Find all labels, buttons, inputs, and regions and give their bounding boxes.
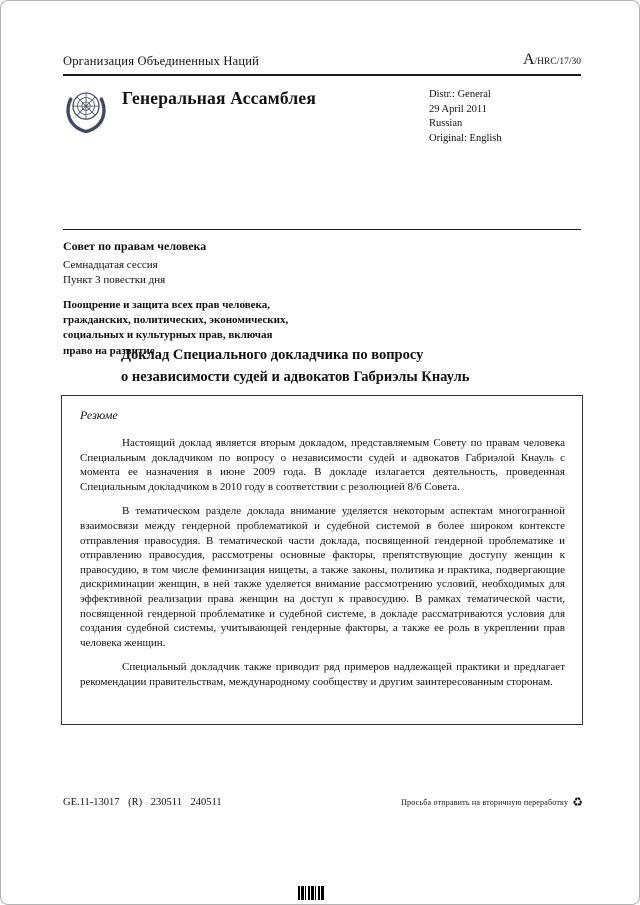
date-line: 29 April 2011 [429, 103, 487, 115]
agenda-item: Пункт 3 повестки дня [63, 274, 166, 287]
agenda-title-line: Поощрение и защита всех прав человека, [63, 298, 270, 311]
summary-paragraph: Специальный докладчик также приводит ряд примеров надлежащей практики и предлагает рекомендации правительствам, международному сообществу и другим заинтересованным сторонам. [80, 661, 565, 688]
doc-info-block [429, 88, 581, 147]
session-number: Семнадцатая сессия [63, 258, 158, 271]
section-divider [63, 229, 581, 230]
session-block [63, 238, 313, 359]
footer [63, 796, 583, 808]
doc-symbol-prefix: A [522, 51, 535, 68]
agenda-title-line: право на развитие [63, 344, 155, 357]
org-name: Организация Объединенных Наций [63, 54, 260, 68]
doc-symbol-suffix: /HRC/17/30 [534, 57, 581, 67]
report-title [121, 345, 469, 389]
council-name: Совет по правам человека [63, 239, 207, 253]
summary-heading: Резюме [80, 408, 118, 422]
document-reference: GE.11-13017 (R) 230511 240511 [63, 797, 222, 808]
recycle-note [401, 796, 583, 808]
summary-paragraph: В тематическом разделе доклада внимание уделяется некоторым аспектам многогранной взаимосвязи между гендерной проблематикой и судебной системой в более широком контексте отправления правосудия. В тематической части доклада, посвященной гендерной проблематике и отправлению правосудия, рассмотрены основные факторы, препятствующие доступу женщин к правосудию, в том числе феминизация нищеты, а также законы, политика и практика, подвергающие дискриминации женщин, в ней также уделяется внимание рассмотрению условий, необходимых для эффективной реализации права женщин на доступ к правосудию. В рамках тематической части, посвященной гендерной проблематике и судебной системе, в докладе рассматриваются условия для создания судебной системы, учитывающей гендерные факторы, а также ее роль в укреплении прав человека женщин. [80, 505, 565, 649]
summary-paragraph: Настоящий доклад является вторым докладом, представляемым Совету по правам человека Специальным докладчиком по вопросу о независимости судей и адвокатов Габриэлой Кнауль с момента ее назначения в июне 2009 года. В докладе излагается деятельность, проведенная Специальным докладчиком в 2010 году в соответствии с резолюцией 8/6 Совета. [80, 437, 565, 493]
assembly-title: Генеральная Ассамблея [122, 88, 316, 108]
report-title-line: Доклад Специального докладчика по вопросу [121, 347, 424, 363]
language-line: Russian [429, 118, 463, 130]
recycle-icon: ♻ [572, 795, 583, 809]
document-header [63, 51, 581, 76]
summary-box [61, 395, 583, 725]
agenda-title-line: социальных и культурных прав, включая [63, 329, 273, 342]
original-language-line: Original: English [429, 133, 502, 145]
un-emblem-icon [63, 85, 109, 141]
doc-symbol [523, 51, 581, 69]
distr-line: Distr.: General [429, 89, 491, 100]
report-title-line: о независимости судей и адвокатов Габриэлы Кнауль [121, 368, 470, 385]
agenda-title-line: гражданских, политических, экономических, [63, 313, 289, 326]
barcode [298, 886, 324, 900]
masthead [63, 85, 581, 147]
recycle-note-text: Просьба отправить на вторичную переработку [401, 797, 569, 807]
